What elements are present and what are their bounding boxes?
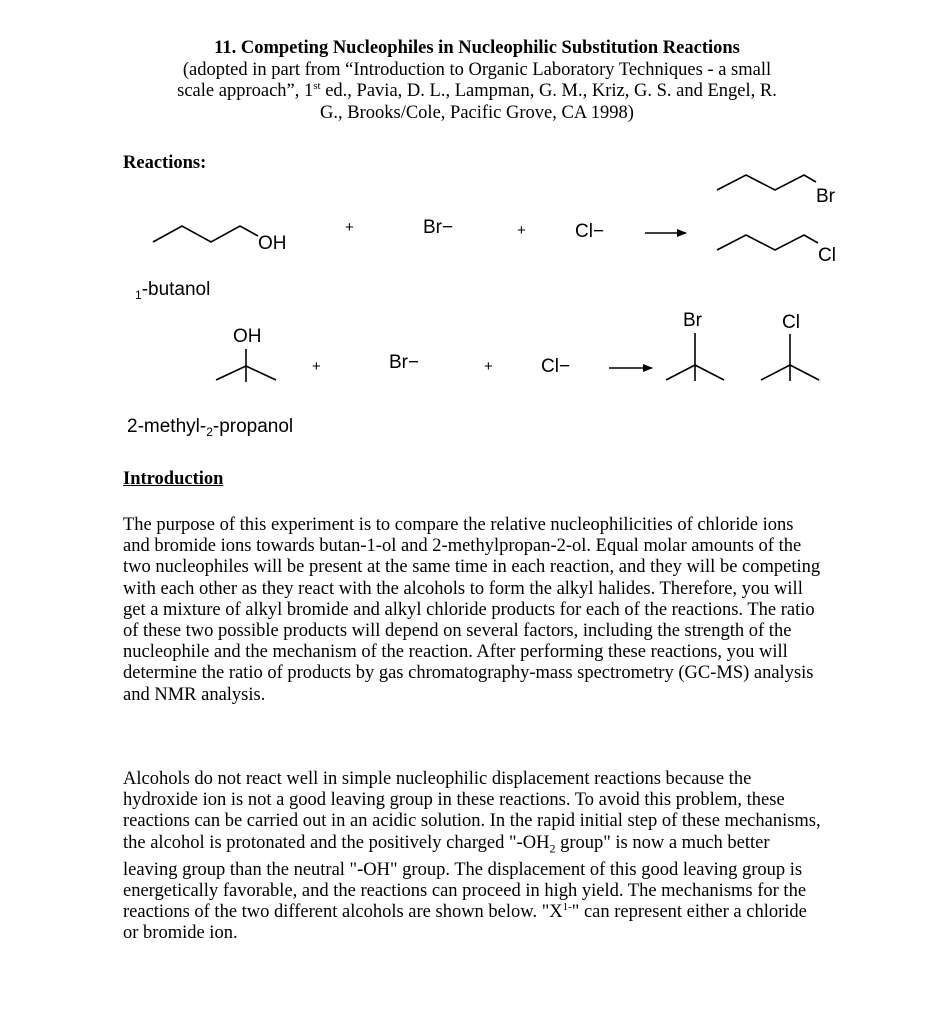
tbutanol-name-pre: 2-methyl- [127, 416, 207, 437]
tbutanol-bond-left [216, 366, 246, 380]
reactions-heading: Reactions: [123, 153, 207, 173]
butanol-name [135, 279, 210, 302]
paragraph-2-part-a: Alcohols do not react well in simple nucleophilic displacement reactions because the hydroxide ion is not a good leaving group in these reactions. To avoid this problem, these reactions can be carried out in an acidic solution. In the rapid initial step of these mechanisms, the alcohol is protonated and the positively charged "-OH [123, 769, 821, 853]
reaction1-plus-1: + [345, 219, 354, 236]
tbutyl-bromide-bond-right [695, 365, 724, 380]
butanol-name-rest: -butanol [141, 279, 211, 300]
tbutanol-bond-right [246, 366, 276, 380]
reaction-scheme [0, 0, 942, 460]
chlorobutane-cl-label: Cl [818, 245, 836, 266]
tbutyl-chloride-bond-right [790, 365, 819, 380]
tbutanol-name [127, 416, 293, 439]
butanol-name-locant: 1 [135, 288, 142, 302]
reaction2-plus-2: + [484, 358, 493, 375]
paragraph-2-part-c: " can represent either a chloride or bromide ion. [123, 901, 807, 944]
butanol-oh-label: OH [258, 233, 287, 254]
reaction2-plus-1: + [312, 358, 321, 375]
document-title: 11. Competing Nucleophiles in Nucleophilic Substitution Reactions [214, 38, 740, 58]
reaction1-bromide: Br− [423, 217, 454, 238]
reaction2-chloride: Cl− [541, 356, 571, 377]
chlorobutane-skeleton [717, 235, 818, 250]
reaction1-plus-2: + [517, 222, 526, 239]
butanol-skeleton [153, 226, 258, 242]
introduction-heading: Introduction [123, 469, 224, 489]
oh2-subscript: 2 [549, 841, 556, 856]
citation-line-3: G., Brooks/Cole, Pacific Grove, CA 1998) [320, 102, 634, 123]
tbutyl-chloride-bond-left [761, 365, 790, 380]
tbutyl-bromide-br-label: Br [683, 310, 702, 331]
reaction2-bromide: Br− [389, 352, 420, 373]
bromobutane-skeleton [717, 175, 816, 190]
tbutanol-name-locant: 2 [206, 425, 213, 439]
introduction-paragraph-2 [123, 769, 823, 944]
bromobutane-br-label: Br [816, 186, 835, 207]
citation-line-1: (adopted in part from “Introduction to Organic Laboratory Techniques - a small [182, 59, 772, 80]
tbutyl-chloride-cl-label: Cl [782, 312, 800, 333]
tbutanol-name-rest: -propanol [212, 416, 294, 437]
reaction1-chloride: Cl− [575, 221, 605, 242]
citation-ordinal-suffix: st [313, 79, 321, 92]
citation-line-2-pre: scale approach”, 1 [177, 81, 314, 101]
citation-line-2-post: ed., Pavia, D. L., Lampman, G. M., Kriz, G. S. and Engel, R. [320, 81, 777, 101]
tbutanol-oh-label: OH [233, 326, 262, 347]
tbutyl-bromide-bond-left [666, 365, 695, 380]
introduction-paragraph-1: The purpose of this experiment is to compare the relative nucleophilicities of chloride ions and bromide ions towards butan-1-ol and 2-methylpropan-2-ol. Equal molar amounts of the two nucleophiles will be present at the same time in each reaction, and they will be competing with each other as they react with the alcohols to form the alkyl halides. Therefore, you will get a mixture of alkyl bromide and alkyl chloride products for each of the reactions. The ratio of these two possible products will depend on several factors, including the strength of the nucleophile and the mechanism of the reaction. After performing these reactions, you will determine the ratio of products by gas chromatography-mass spectrometry (GC-MS) analysis and NMR analysis. [123, 515, 821, 705]
x-charge-superscript: 1- [562, 900, 572, 913]
paragraph-2-part-b: group" is now a much better leaving group than the neutral "-OH" group. The displacement of this good leaving group is energetically favorable, and the reactions can proceed in high yield. The mechanisms for the reactions of the two different alcohols are shown below. "X [123, 832, 807, 922]
